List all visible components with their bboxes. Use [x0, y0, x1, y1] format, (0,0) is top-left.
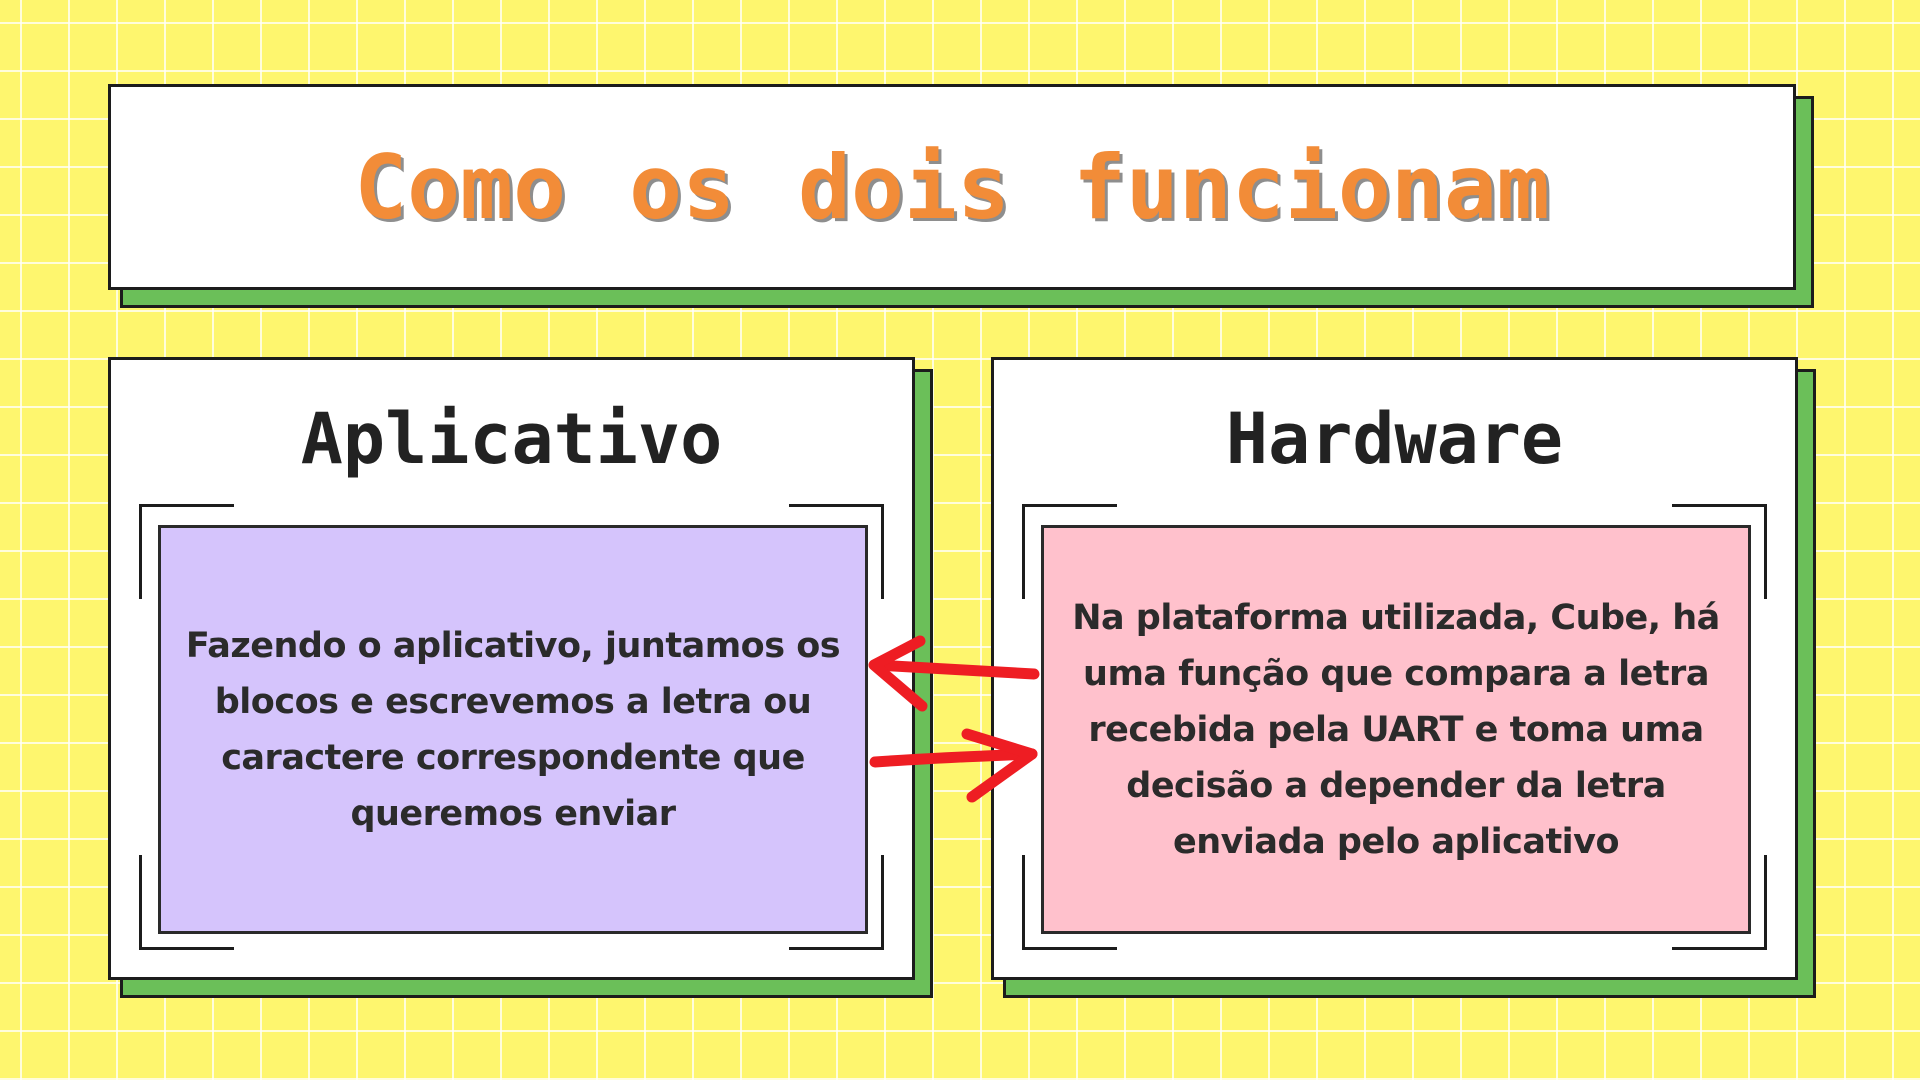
arrows-group	[860, 630, 1050, 810]
card-hardware	[991, 357, 1798, 980]
card-heading-aplicativo: Aplicativo	[300, 398, 723, 480]
card-heading-hardware: Hardware	[1225, 398, 1564, 480]
page-title: Como os dois funcionam	[354, 135, 1550, 239]
title-card	[108, 84, 1796, 290]
card-aplicativo	[108, 357, 915, 980]
text-box-aplicativo	[158, 525, 868, 934]
card-body-aplicativo: Fazendo o aplicativo, juntamos os blocos e escrevemos a letra ou caractere correspondente que queremos enviar	[185, 625, 841, 834]
arrow-left-icon	[874, 641, 1034, 706]
arrow-right-icon	[875, 734, 1032, 797]
card-body-hardware: Na plataforma utilizada, Cube, há uma função que compara a letra recebida pela UART e toma uma decisão a depender da letra enviada pelo aplicativo	[1072, 597, 1720, 862]
text-box-hardware	[1041, 525, 1751, 934]
